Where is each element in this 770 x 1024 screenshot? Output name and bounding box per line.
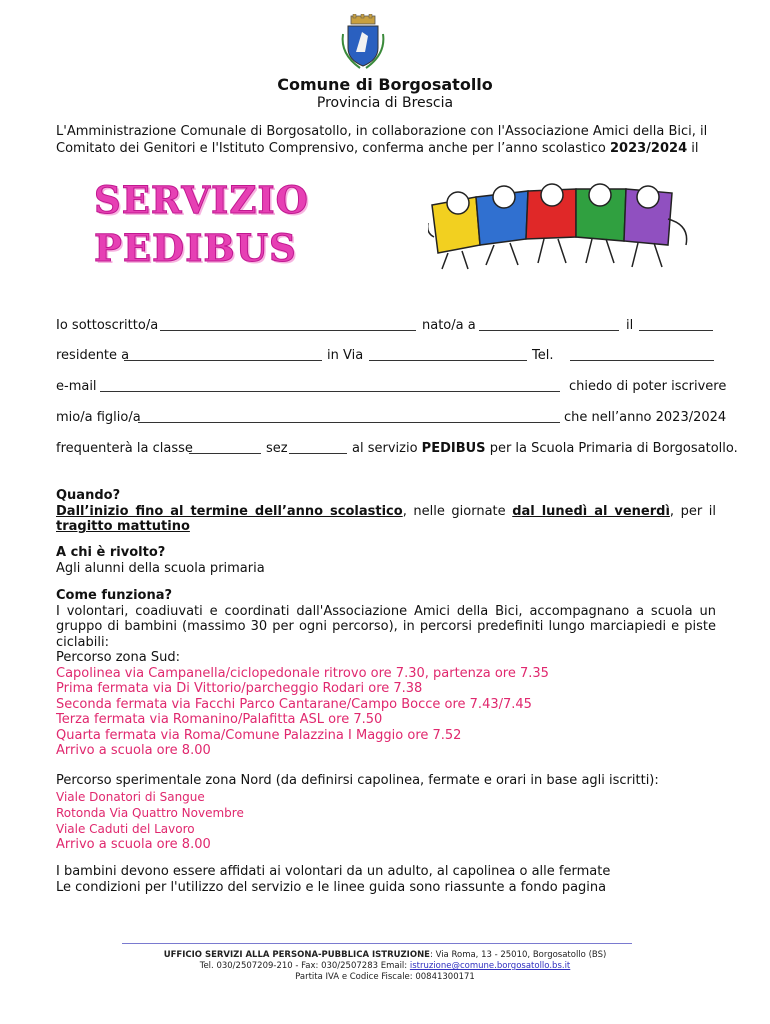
name-field[interactable] [160, 318, 416, 331]
residence-field[interactable] [124, 348, 322, 361]
nord-stop: Viale Caduti del Lavoro [56, 821, 195, 836]
chi-text: Agli alunni della scuola primaria [56, 560, 265, 576]
residente-label: residente a [56, 348, 130, 363]
nord-stop: Arrivo a scuola ore 8.00 [56, 836, 211, 852]
sud-stop: Prima fermata via Di Vittorio/parcheggio Rodari ore 7.38 [56, 681, 423, 696]
closing-line-2: Le condizioni per l'utilizzo del servizio e le linee guida sono riassunte a fondo pagina [56, 879, 607, 895]
footer-contacts: Tel. 030/2507209-210 - Fax: 030/2507283 Email: [199, 961, 410, 971]
come-section [56, 588, 716, 650]
birthplace-field[interactable] [479, 318, 619, 331]
footer-divider [122, 943, 632, 944]
footer-address: : Via Roma, 13 - 25010, Borgosatollo (BS) [430, 950, 607, 960]
sottoscritto-label: Io sottoscritto/a [56, 318, 159, 333]
banner-servizio: SERVIZIO [94, 178, 309, 222]
street-field[interactable] [369, 348, 527, 361]
banner-pedibus: PEDIBUS [94, 226, 297, 270]
coat-of-arms-logo [338, 14, 388, 70]
closing-section [56, 864, 716, 895]
footer-office: UFFICIO SERVIZI ALLA PERSONA-PUBBLICA ISTRUZIONE [163, 950, 430, 960]
footer-office-line [0, 950, 770, 961]
quando-heading: Quando? [56, 488, 121, 503]
il-label: il [626, 318, 634, 333]
quando-text [56, 504, 716, 535]
school-year-label: che nell’anno 2023/2024 [564, 410, 727, 425]
figlio-label: mio/a figlio/a [56, 410, 141, 425]
intro-text: L'Amministrazione Comunale di Borgosatollo, in collaborazione con l'Associazione Amici della Bici, il Comitato dei Genitori e l'Istituto Comprensivo, conferma anche per l’anno scolastico [56, 124, 708, 156]
chi-heading: A chi è rivolto? [56, 545, 166, 560]
province-subtitle: Provincia di Brescia [316, 95, 454, 111]
nord-heading: Percorso sperimentale zona Nord (da definirsi capolinea, fermate e orari in base agli iscritti): [56, 773, 659, 788]
class-field[interactable] [189, 441, 261, 454]
child-name-field[interactable] [138, 410, 560, 423]
footer-vat: Partita IVA e Codice Fiscale: 00841300171 [295, 972, 475, 982]
municipality-title: Comune di Borgosatollo [277, 75, 493, 94]
children-walking-illustration [428, 183, 698, 273]
footer-contacts-line [0, 961, 770, 972]
quando-period: Dall’inizio fino al termine dell’anno scolastico [56, 503, 403, 519]
sud-stop: Seconda fermata via Facchi Parco Cantarane/Campo Bocce ore 7.43/7.45 [56, 696, 532, 712]
phone-field[interactable] [570, 348, 714, 361]
sud-stop: Arrivo a scuola ore 8.00 [56, 743, 211, 758]
nord-section [56, 773, 716, 852]
sud-section [56, 650, 716, 759]
sud-heading: Percorso zona Sud: [56, 650, 180, 665]
frequentera-label: frequenterà la classe [56, 441, 193, 456]
sud-stop: Terza fermata via Romanino/Palafitta ASL ore 7.50 [56, 712, 383, 727]
in-via-label: in Via [327, 348, 364, 363]
quando-days: dal lunedì al venerdì [512, 503, 670, 519]
come-text: I volontari, coadiuvati e coordinati dall'Associazione Amici della Bici, accompagnano a scuola un gruppo di bambini (massimo 30 per ogni percorso), in percorsi predefiniti lungo marciapiedi e piste ciclabili: [56, 603, 716, 650]
school-label: per la Scuola Primaria di Borgosatollo. [489, 441, 738, 456]
quando-text-2: , nelle giornate [402, 503, 513, 519]
closing-line-1: I bambini devono essere affidati ai volontari da un adulto, al capolinea o alle fermate [56, 864, 611, 879]
tel-label: Tel. [532, 348, 554, 363]
chiedo-label: chiedo di poter iscrivere [569, 379, 727, 394]
nord-stop: Viale Donatori di Sangue [56, 789, 205, 804]
email-field[interactable] [100, 379, 560, 392]
service-sentence [352, 441, 738, 456]
come-heading: Come funziona? [56, 588, 173, 603]
section-field[interactable] [289, 441, 347, 454]
al-servizio-label: al servizio [352, 441, 418, 456]
nato-label: nato/a a [422, 318, 476, 333]
quando-text-4: , per il [669, 503, 716, 519]
intro-year: 2023/2024 [610, 141, 688, 156]
quando-section [56, 488, 716, 535]
chi-section [56, 545, 716, 576]
nord-stop: Rotonda Via Quattro Novembre [56, 805, 244, 820]
quando-trip: tragitto mattutino [56, 519, 190, 534]
intro-text-end: il [687, 141, 699, 156]
email-label: e-mail [56, 379, 97, 394]
sud-stop: Quarta fermata via Roma/Comune Palazzina I Maggio ore 7.52 [56, 727, 462, 743]
footer-email-link[interactable]: istruzione@comune.borgosatollo.bs.it [409, 961, 571, 971]
pedibus-label: PEDIBUS [421, 441, 486, 456]
sez-label: sez [266, 441, 288, 456]
birthdate-field[interactable] [639, 318, 713, 331]
intro-paragraph [56, 123, 716, 157]
sud-stop: Capolinea via Campanella/ciclopedonale ritrovo ore 7.30, partenza ore 7.35 [56, 665, 549, 681]
